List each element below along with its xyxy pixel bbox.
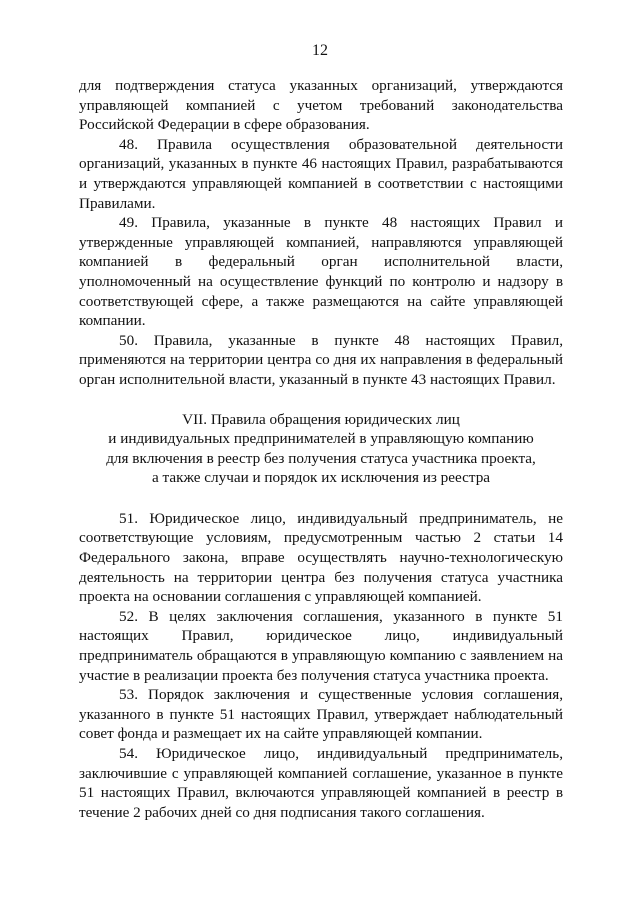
page-number: 12 [312,42,328,59]
section-heading-line: а также случаи и порядок их исключения из реестра [151,469,491,487]
paragraph-49: 49. Правила, указанные в пункте 48 настоящих Правил и утвержденные управляющей компанией, направляются управляющей компанией в федеральный орган исполнительной власти, уполномоченный на осуществление функций по контролю и надзору в соответствующей сфере, а также размещаются на сайте управляющей компании. [79,214,563,330]
document-body [79,76,563,822]
section-heading-line: VII. Правила обращения юридических лиц [182,410,460,428]
section-heading [79,410,563,488]
paragraph-52: 52. В целях заключения соглашения, указанного в пункте 51 настоящих Правил, юридическое лицо, индивидуальный предприниматель обращаются в управляющую компанию с заявлением на участие в реализации проекта без получения статуса участника проекта. [79,607,563,684]
paragraph-53: 53. Порядок заключения и существенные условия соглашения, указанного в пункте 51 настоящих Правил, утверждает наблюдательный совет фонда и размещает их на сайте управляющей компании. [79,686,563,743]
paragraph-48: 48. Правила осуществления образовательной деятельности организаций, указанных в пункте 46 настоящих Правил, разрабатываются и утверждаются управляющей компанией в соответствии с настоящими Правилами. [79,135,563,212]
paragraph-54: 54. Юридическое лицо, индивидуальный предприниматель, заключившие с управляющей компанией соглашение, указанное в пункте 51 настоящих Правил, включаются управляющей компанией в реестр в течение 2 рабочих дней со дня подписания такого соглашения. [79,745,563,821]
section-heading-line: и индивидуальных предпринимателей в управляющую компанию [108,430,534,448]
paragraph-51: 51. Юридическое лицо, индивидуальный предприниматель, не соответствующие условиям, предусмотренным частью 2 статьи 14 Федерального закона, вправе осуществлять научно-технологическую деятельность на территории центра без получения статуса участника проекта на основании соглашения с управляющей компанией. [79,509,563,606]
section-heading-line: для включения в реестр без получения статуса участника проекта, [106,449,536,467]
paragraph-continuation: для подтверждения статуса указанных организаций, утверждаются управляющей компанией с учетом требований законодательства Российской Федерации в сфере образования. [79,77,563,134]
paragraph-50: 50. Правила, указанные в пункте 48 настоящих Правил, применяются на территории центра со дня их направления в федеральный орган исполнительной власти, указанный в пункте 43 настоящих Правил. [79,331,563,388]
